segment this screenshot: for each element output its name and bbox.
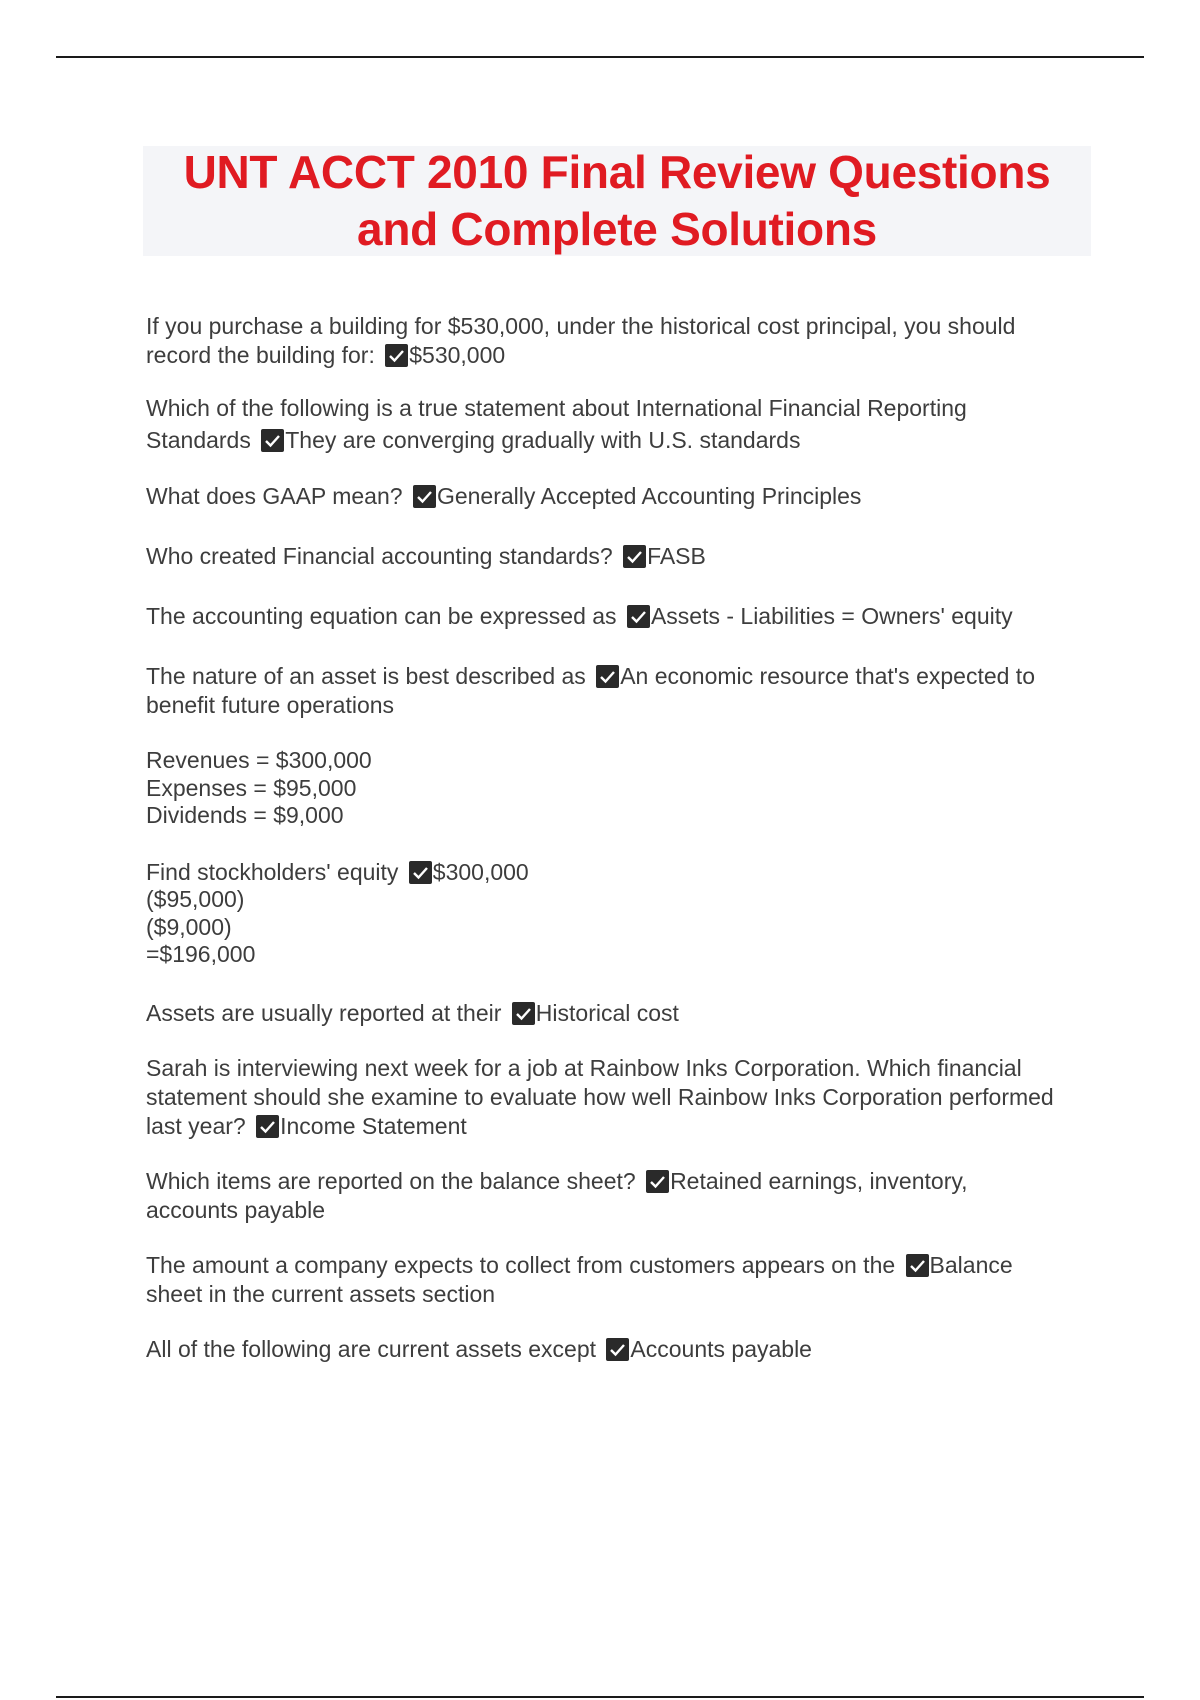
answer-text: Historical cost xyxy=(535,999,679,1026)
check-box-icon xyxy=(623,545,646,568)
qa-item xyxy=(146,482,1096,511)
question-text: If you purchase a building for $530,000, under the historical cost principal, you should record the building for: xyxy=(146,313,1016,368)
given-line: Revenues = $300,000 xyxy=(146,747,372,773)
check-box-icon xyxy=(385,344,408,367)
answer-text: Retained earnings, inventory, accounts payable xyxy=(146,1167,968,1223)
given-values xyxy=(146,747,1096,830)
question-text: The nature of an asset is best described as xyxy=(146,663,586,689)
answer-text: Income Statement xyxy=(280,1112,467,1139)
answer-text: $300,000 xyxy=(432,858,529,885)
given-line: Expenses = $95,000 xyxy=(146,774,357,801)
answer-text: FASB xyxy=(647,543,706,569)
check-box-icon xyxy=(596,665,619,688)
check-box-icon xyxy=(646,1170,669,1193)
question-text: Which items are reported on the balance sheet? xyxy=(146,1167,636,1194)
qa-item xyxy=(146,1054,1081,1141)
qa-item xyxy=(146,662,1091,720)
qa-content xyxy=(146,312,1096,1364)
document-title xyxy=(184,144,1051,258)
question-text: Sarah is interviewing next week for a job at Rainbow Inks Corporation. Which financial statement should she examine to evaluate how well Rainbow Inks Corporation performed last year? xyxy=(146,1054,1054,1139)
question-text: The amount a company expects to collect from customers appears on the xyxy=(146,1251,896,1278)
qa-item xyxy=(146,1335,1096,1364)
check-box-icon xyxy=(512,1002,535,1025)
answer-text: They are converging gradually with U.S. standards xyxy=(285,427,801,453)
question-text: Assets are usually reported at their xyxy=(146,999,502,1026)
check-box-icon xyxy=(413,485,436,508)
header-rule xyxy=(56,56,1144,58)
question-text: Find stockholders' equity xyxy=(146,858,399,885)
qa-item xyxy=(146,392,1046,456)
qa-item xyxy=(146,1167,1051,1225)
title-line-2: and Complete Solutions xyxy=(357,203,877,255)
check-box-icon xyxy=(906,1254,929,1277)
answer-line: ($9,000) xyxy=(146,913,232,940)
answer-line: ($95,000) xyxy=(146,886,245,912)
qa-item xyxy=(146,859,1096,969)
answer-text: Accounts payable xyxy=(630,1335,812,1362)
question-text: Which of the following is a true statement about International Financial Reporting Standards xyxy=(146,395,967,453)
answer-text: Balance sheet in the current assets section xyxy=(146,1251,1013,1307)
qa-item xyxy=(146,602,1096,631)
check-box-icon xyxy=(256,1115,279,1138)
answer-text: An economic resource that's expected to benefit future operations xyxy=(146,663,1035,718)
title-banner xyxy=(143,146,1091,256)
check-box-icon xyxy=(261,429,284,452)
check-box-icon xyxy=(627,605,650,628)
qa-item xyxy=(146,542,1096,571)
answer-text: Assets - Liabilities = Owners' equity xyxy=(650,603,1013,629)
footer-rule xyxy=(56,1696,1144,1698)
title-line-1: UNT ACCT 2010 Final Review Questions xyxy=(183,146,1051,198)
qa-item xyxy=(146,1251,1071,1309)
check-box-icon xyxy=(409,861,432,884)
answer-text: $530,000 xyxy=(409,342,506,368)
answer-line: =$196,000 xyxy=(146,941,256,967)
question-text: What does GAAP mean? xyxy=(146,483,403,509)
qa-item xyxy=(146,999,1096,1028)
given-line: Dividends = $9,000 xyxy=(146,802,344,828)
answer-text: Generally Accepted Accounting Principles xyxy=(436,483,862,509)
qa-item xyxy=(146,312,1066,370)
question-text: Who created Financial accounting standards? xyxy=(146,543,613,569)
question-text: The accounting equation can be expressed as xyxy=(146,603,617,629)
question-text: All of the following are current assets except xyxy=(146,1335,597,1362)
check-box-icon xyxy=(606,1338,629,1361)
